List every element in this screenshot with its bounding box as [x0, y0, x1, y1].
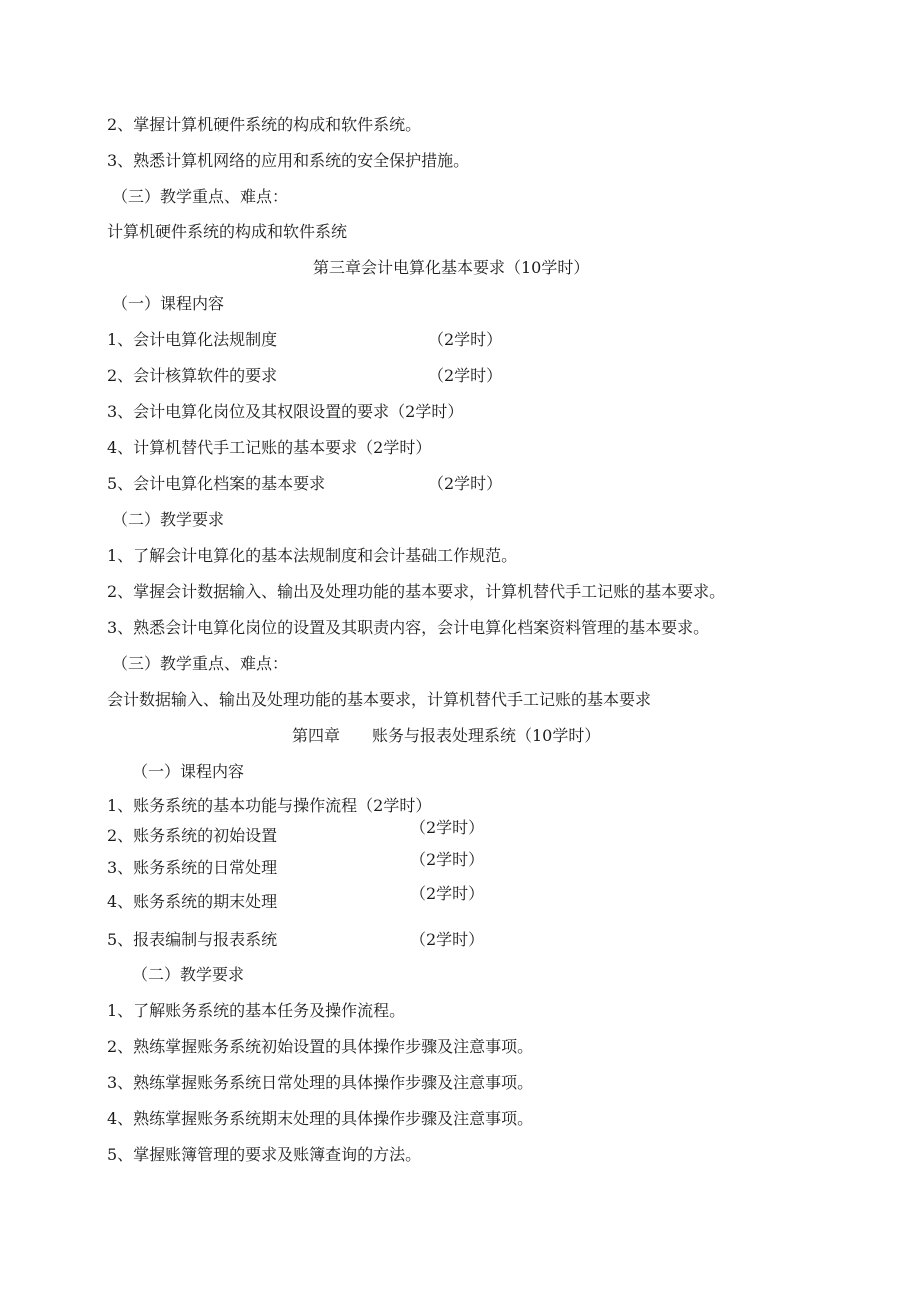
text-line: 3、账务系统的日常处理 [107, 858, 278, 877]
text-line: 2、掌握计算机硬件系统的构成和软件系统。 [107, 115, 422, 134]
text-line: 3、熟练掌握账务系统日常处理的具体操作步骤及注意事项。 [107, 1073, 534, 1092]
text-line: （二）教学要求 [132, 965, 245, 984]
text-line: 4、账务系统的期末处理 [107, 892, 278, 911]
text-line: （一）课程内容 [132, 762, 245, 781]
text-line: 2、掌握会计数据输入、输出及处理功能的基本要求，计算机替代手工记账的基本要求。 [107, 582, 726, 601]
text-line: 1、账务系统的基本功能与操作流程（2学时） [107, 796, 432, 815]
chapter-heading: 第三章会计电算化基本要求（10学时） [313, 258, 590, 277]
class-hours: （2学时） [410, 850, 485, 869]
text-line: （二）教学要求 [112, 510, 225, 529]
text-line: 5、掌握账簿管理的要求及账簿查询的方法。 [107, 1145, 422, 1164]
text-line: （三）教学重点、难点： [112, 187, 289, 206]
class-hours: （2学时） [410, 818, 485, 837]
text-line: 2、会计核算软件的要求 [107, 366, 278, 385]
class-hours: （2学时） [428, 474, 503, 493]
text-line: 5、报表编制与报表系统 [107, 930, 278, 949]
text-line: 3、会计电算化岗位及其权限设置的要求（2学时） [107, 402, 464, 421]
text-line: 1、了解账务系统的基本任务及操作流程。 [107, 1001, 406, 1020]
text-line: 5、会计电算化档案的基本要求 [107, 474, 326, 493]
text-line: （一）课程内容 [112, 294, 225, 313]
class-hours: （2学时） [428, 366, 503, 385]
text-line: 计算机硬件系统的构成和软件系统 [107, 222, 348, 241]
class-hours: （2学时） [428, 330, 503, 349]
text-line: 1、了解会计电算化的基本法规制度和会计基础工作规范。 [107, 546, 518, 565]
text-line: 3、熟悉会计电算化岗位的设置及其职责内容，会计电算化档案资料管理的基本要求。 [107, 618, 710, 637]
text-line: 1、会计电算化法规制度 [107, 330, 278, 349]
text-line: 2、账务系统的初始设置 [107, 826, 278, 845]
text-line: 会计数据输入、输出及处理功能的基本要求，计算机替代手工记账的基本要求 [107, 690, 652, 709]
text-line: 3、熟悉计算机网络的应用和系统的安全保护措施。 [107, 151, 470, 170]
chapter-heading: 第四章 账务与报表处理系统（10学时） [292, 726, 601, 745]
text-line: 4、熟练掌握账务系统期末处理的具体操作步骤及注意事项。 [107, 1109, 534, 1128]
text-line: 2、熟练掌握账务系统初始设置的具体操作步骤及注意事项。 [107, 1037, 534, 1056]
class-hours: （2学时） [410, 884, 485, 903]
class-hours: （2学时） [410, 930, 485, 949]
text-line: （三）教学重点、难点： [112, 654, 289, 673]
text-line: 4、计算机替代手工记账的基本要求（2学时） [107, 438, 432, 457]
